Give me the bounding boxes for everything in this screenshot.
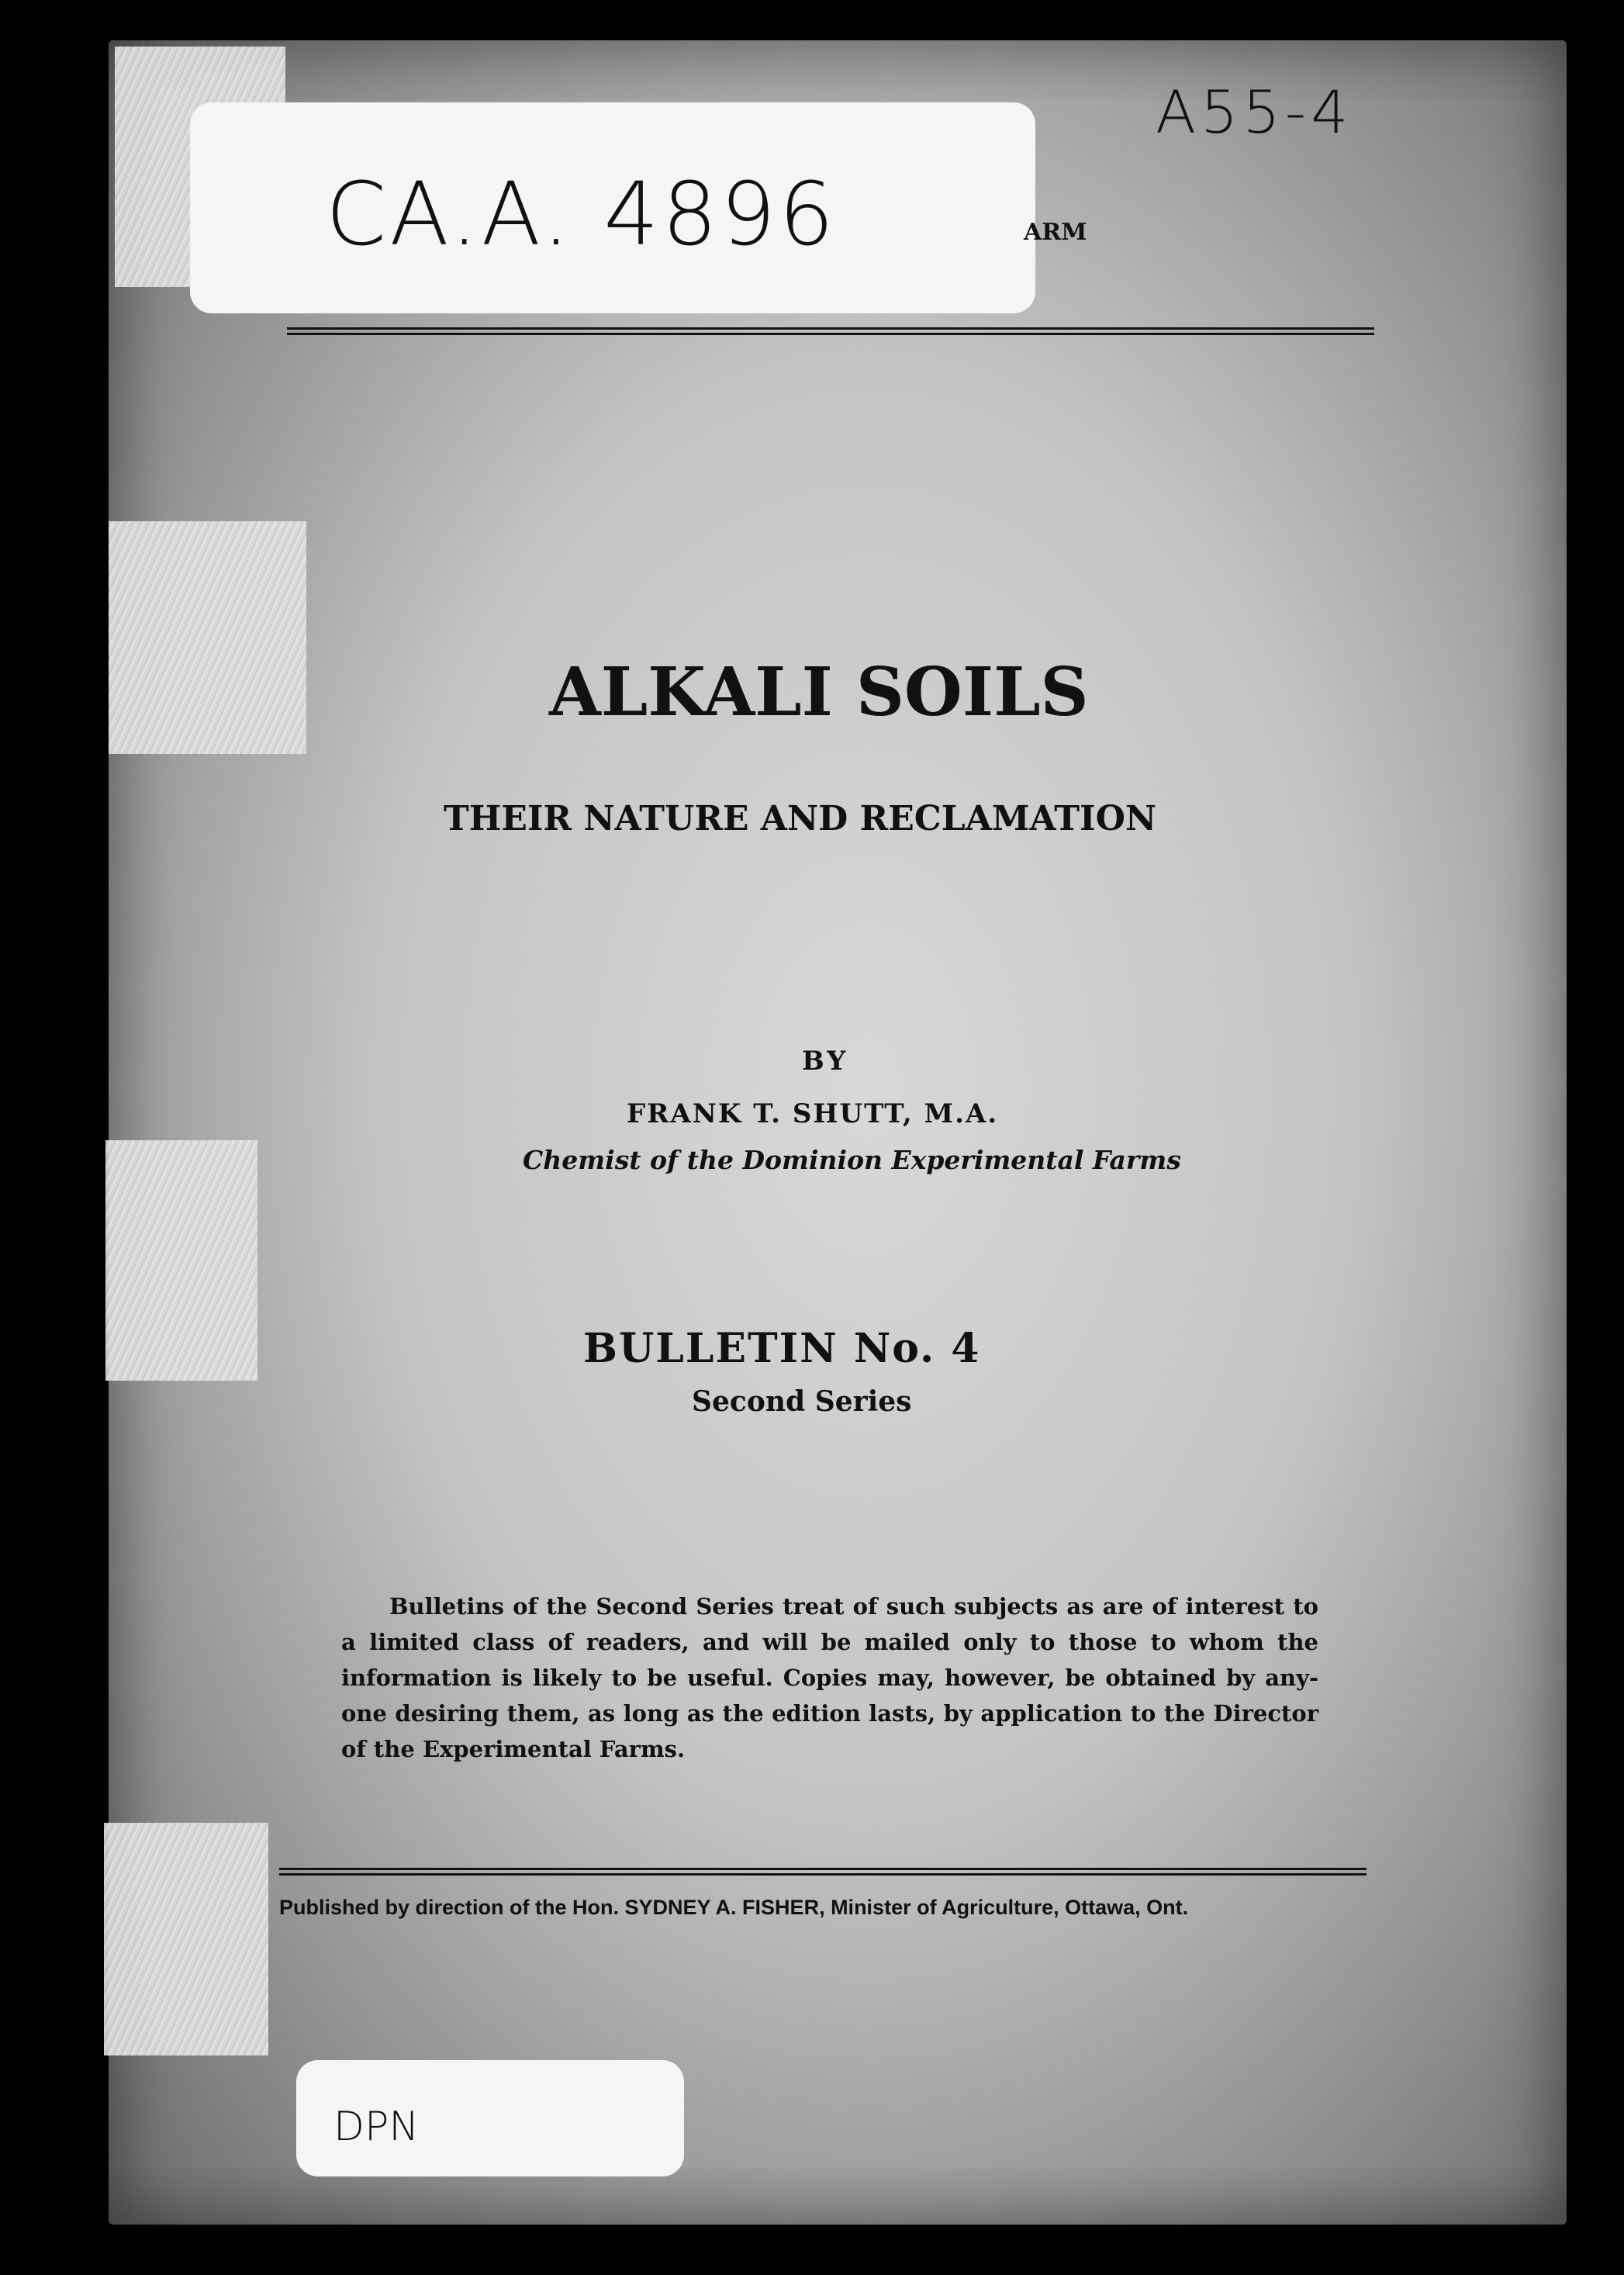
tape-strip-upper (109, 521, 306, 754)
title: ALKALI SOILS (549, 653, 1089, 731)
notice-paragraph: Bulletins of the Second Series treat of such subjects as are of interest to a limited class of readers, and will be mailed only to those to whom the information is likely to be useful. Copies may, however, be obtained by any-one desiring them, as long as the edition lasts, by application to the Director of the Experimental Farms. (341, 1593, 1318, 1762)
footer-rule (279, 1868, 1367, 1876)
corner-mark: A55-4 (1156, 78, 1353, 147)
author-role: Chemist of the Dominion Experimental Farms (523, 1145, 1181, 1175)
imprint: Published by direction of the Hon. SYDNEY A. FISHER, Minister of Agriculture, Ottawa, Ont. (279, 1896, 1189, 1919)
bulletin-series: Second Series (692, 1385, 912, 1418)
bottom-label: DPN (333, 2104, 420, 2150)
header-partial: ARM (1024, 219, 1087, 246)
tape-strip-middle (105, 1140, 257, 1381)
catalogue-label: CA.A. 4896 (326, 164, 838, 265)
header-rule (287, 327, 1374, 335)
by-line: BY (802, 1046, 849, 1077)
subtitle: THEIR NATURE AND RECLAMATION (444, 799, 1157, 838)
bulletin-title: BULLETIN No. 4 (583, 1325, 981, 1372)
tape-strip-lower (104, 1823, 268, 2055)
author: FRANK T. SHUTT, M.A. (627, 1098, 999, 1129)
